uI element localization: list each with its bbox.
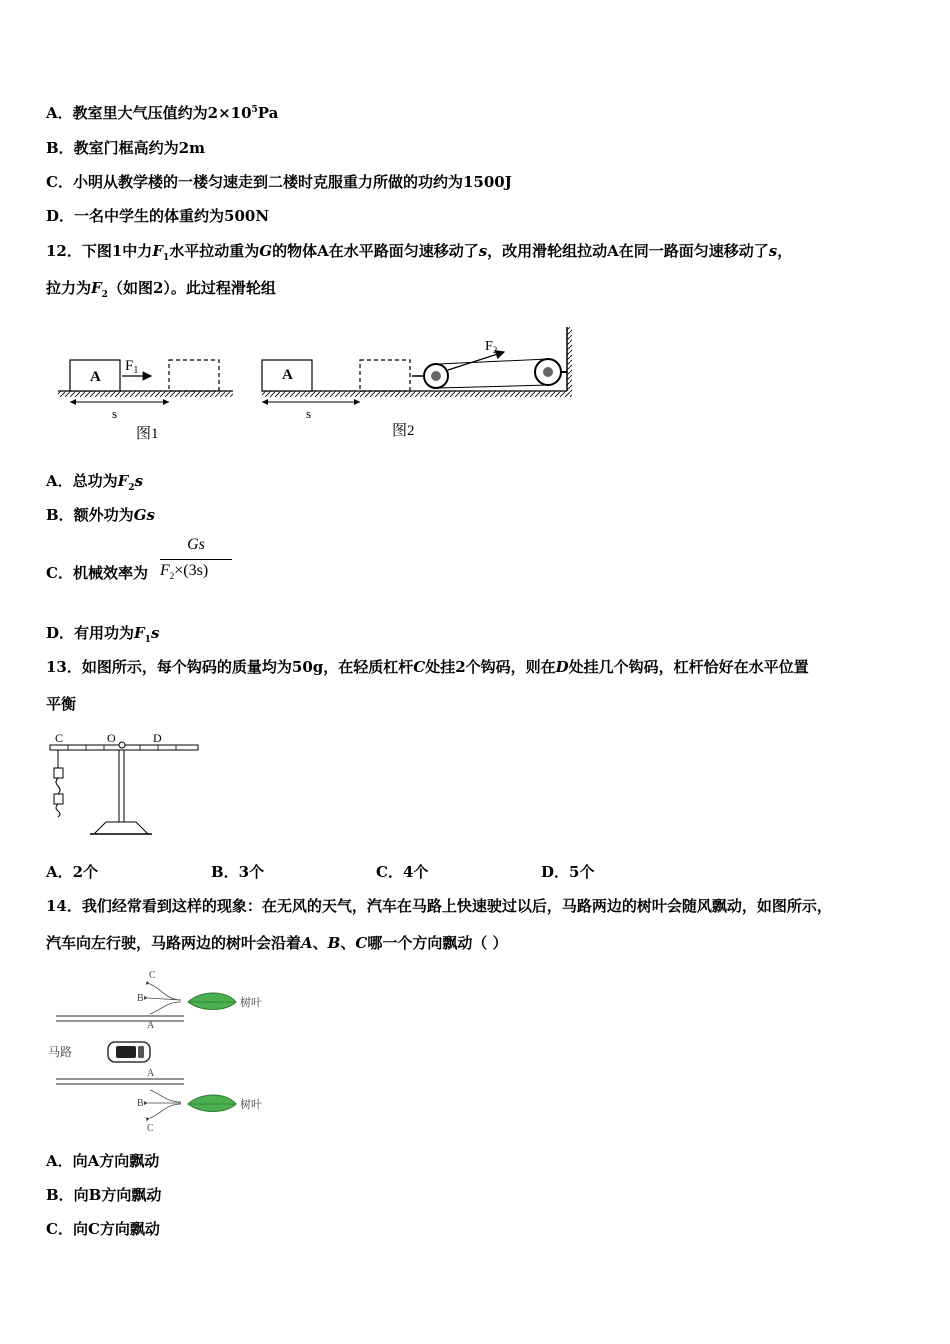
q13-option-d: D．5个 [541,863,595,881]
q13-option-b: B．3个 [211,863,265,881]
top-arrow-a [150,1002,181,1014]
fixed-pulley-axle [543,367,553,377]
top-label-b: B [137,993,144,1004]
q12-figure [50,322,590,451]
leaf-top-icon [188,993,236,1010]
bottom-arrow-c [150,1104,181,1118]
force-f1-label: $F_1$ [125,358,139,376]
fraction-denominator: $F_2\times(3s)$ [160,559,232,581]
distance-s-label: s [112,406,118,421]
q13-lever-figure [46,728,202,844]
figure-1-label: 图1 [136,426,159,442]
lever-diagram [46,728,202,840]
q14-option-a: A．向A方向飘动 [46,1152,160,1170]
q13-stem-line1: 13．如图所示，每个钩码的质量均为50g，在轻质杠杆C处挂2个钩码，则在D处挂几个钩码，杠杆恰好在水平位置 [46,658,809,676]
figure-2-label: 图2 [392,423,415,439]
q12-option-b: B．额外功为Gs [46,506,155,524]
road-diagram [46,966,286,1138]
q11-option-d: D．一名中学生的体重约为500N [46,207,270,225]
car-window [116,1046,136,1058]
block-a-label: A [90,369,101,385]
q12-option-d: D．有用功为$F_1s$ [46,624,160,645]
lever-label-d: D [153,731,162,745]
road-label: 马路 [48,1045,73,1059]
q11-option-a: A．教室里大气压值约为$2\times 10^5Pa$ [46,104,279,122]
q14-stem-line2: 汽车向左行驶，马路两边的树叶会沿着A、B、C哪一个方向飘动（ ） [46,934,508,952]
q14-stem-line1: 14．我们经常看到这样的现象：在无风的天气，汽车在马路上快速驶过以后，马路两边的树叶会随风飘动，如图所示， [46,897,832,915]
q12-stem-line1: 12．下图1中力$F_1$水平拉动重为G的物体A在水平路面匀速移动了s，改用滑轮组拉动A在同一路面匀速移动了s， [46,242,793,263]
top-label-a: A [147,1020,155,1031]
pulley-diagram [50,322,590,447]
q14-option-b: B．向B方向飘动 [46,1186,162,1204]
q14-option-c: C．向C方向飘动 [46,1220,160,1238]
q13-stem-line2: 平衡 [46,695,77,713]
q13-option-c: C．4个 [376,863,429,881]
q13-option-a: A．2个 [46,863,99,881]
bottom-arrow-a [150,1090,181,1102]
top-arrow-b [148,998,181,1000]
car-rear-window [138,1046,144,1058]
lever-label-c: C [55,731,64,745]
lever-stand-base [94,822,148,834]
wall-hatch [567,327,572,397]
figure-2 [262,327,572,439]
block-a-2-label: A [282,367,293,383]
block-a-2-dashed [360,360,410,391]
weight-hook [56,778,60,794]
lever-stand-post [119,750,124,822]
leaf-bottom-label: 树叶 [240,1099,262,1111]
q12-option-a: A．总功为$F_2s$ [46,472,144,493]
movable-pulley-axle [431,371,441,381]
weight-hook-2 [56,804,60,817]
block-a-dashed [169,360,219,391]
fraction-numerator: Gs [187,536,205,553]
distance-s-label-2: s [306,406,312,421]
lever-pivot [119,742,125,748]
lever-label-o: O [107,731,116,745]
efficiency-fraction [160,536,232,581]
leaf-bottom-icon [188,1095,236,1112]
top-label-c: C [149,970,156,981]
figure-1 [58,358,233,442]
hook-weight-1 [54,768,63,778]
hook-weight-2 [54,794,63,804]
q12-stem-line2: 拉力为$F_2$（如图2）。此过程滑轮组 [46,279,276,300]
force-f2-label: $F_2$ [485,339,498,355]
bottom-label-a: A [147,1068,155,1079]
leaf-top-label: 树叶 [240,997,262,1009]
q11-option-b: B．教室门框高约为2m [46,139,205,157]
rope-bottom [438,385,548,388]
rope-top [438,359,548,364]
q14-road-figure [46,966,286,1142]
ground-hatch [58,391,233,397]
bottom-label-c: C [147,1123,154,1134]
top-arrow-c [150,984,181,1000]
q12-option-c: C．机械效率为 [46,564,148,582]
ground-hatch-2 [262,391,567,397]
q11-option-c: C．小明从教学楼的一楼匀速走到二楼时克服重力所做的功约为1500J [46,173,512,191]
q13-options [46,861,706,882]
bottom-label-b: B [137,1098,144,1109]
